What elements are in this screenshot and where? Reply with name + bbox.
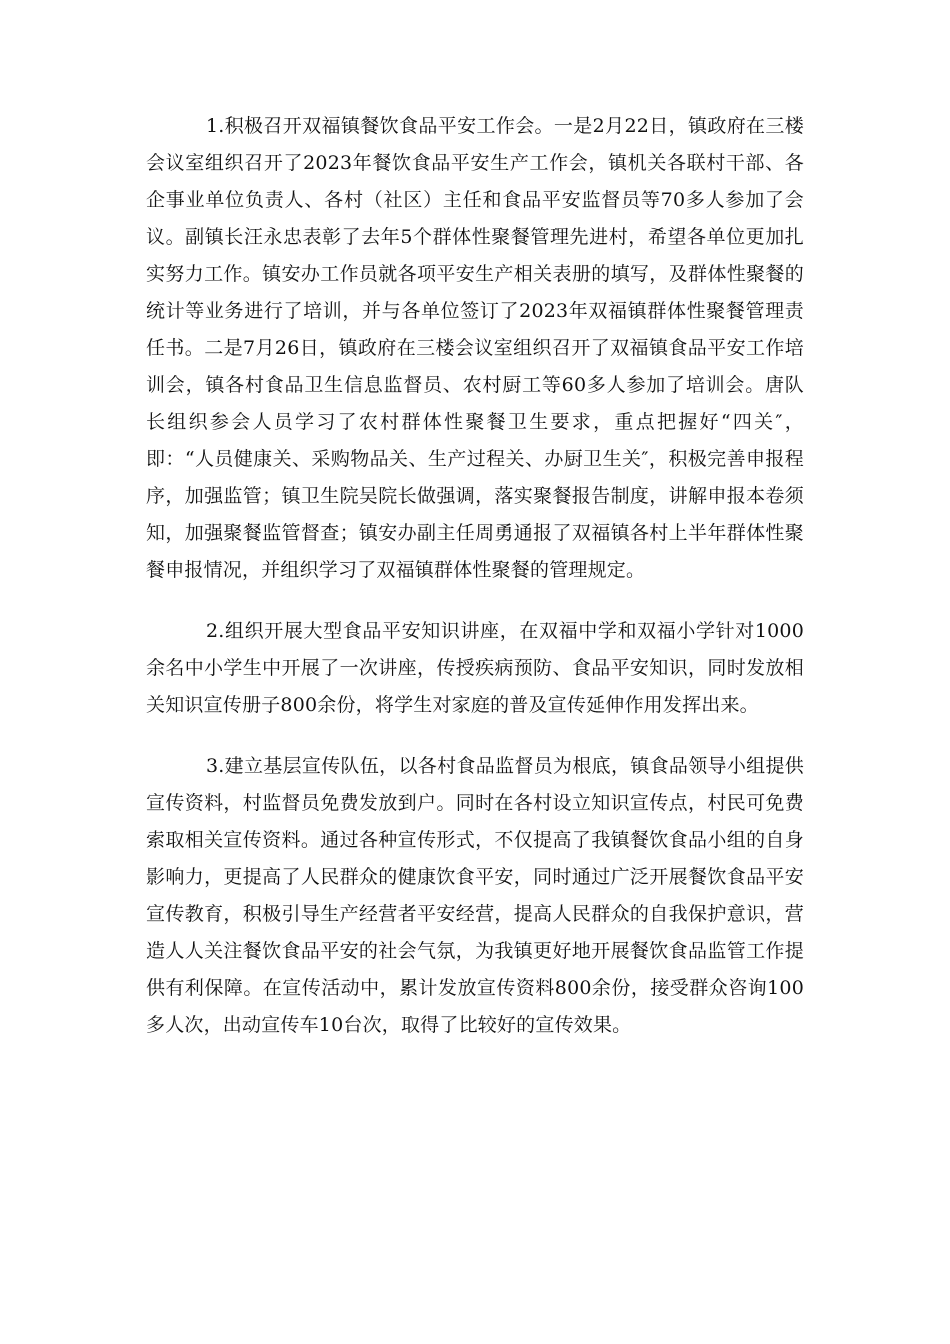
paragraph-3: 3.建立基层宣传队伍，以各村食品监督员为根底，镇食品领导小组提供宣传资料，村监督员免费发放到户。同时在各村设立知识宣传点，村民可免费索取相关宣传资料。通过各种宣传形式，不仅提高了我镇餐饮食品小组的自身影响力，更提高了人民群众的健康饮食平安，同时通过广泛开展餐饮食品平安宣传教育，积极引导生产经营者平安经营，提高人民群众的自我保护意识，营造人人关注餐饮食品平安的社会气氛，为我镇更好地开展餐饮食品监管工作提供有利保障。在宣传活动中，累计发放宣传资料800余份，接受群众咨询100多人次，出动宣传车10台次，取得了比较好的宣传效果。	[146, 755, 804, 1036]
paragraph-2: 2.组织开展大型食品平安知识讲座，在双福中学和双福小学针对1000余名中小学生中开展了一次讲座，传授疾病预防、食品平安知识，同时发放相关知识宣传册子800余份，将学生对家庭的普及宣传延伸作用发挥出来。	[146, 620, 804, 716]
paragraph-1: 1.积极召开双福镇餐饮食品平安工作会。一是2月22日，镇政府在三楼会议室组织召开了2023年餐饮食品平安生产工作会，镇机关各联村干部、各企事业单位负责人、各村（社区）主任和食品平安监督员等70多人参加了会议。副镇长汪永忠表彰了去年5个群体性聚餐管理先进村，希望各单位更加扎实努力工作。镇安办工作员就各项平安生产相关表册的填写，及群体性聚餐的统计等业务进行了培训，并与各单位签订了2023年双福镇群体性聚餐管理责任书。二是7月26日，镇政府在三楼会议室组织召开了双福镇食品平安工作培训会，镇各村食品卫生信息监督员、农村厨工等60多人参加了培训会。唐队长组织参会人员学习了农村群体性聚餐卫生要求，重点把握好“四关″，即：“人员健康关、采购物品关、生产过程关、办厨卫生关″，积极完善申报程序，加强监管；镇卫生院吴院长做强调，落实聚餐报告制度，讲解申报本卷须知，加强聚餐监管督查；镇安办副主任周勇通报了双福镇各村上半年群体性聚餐申报情况，并组织学习了双福镇群体性聚餐的管理规定。	[146, 115, 804, 581]
document-body	[146, 108, 804, 1044]
